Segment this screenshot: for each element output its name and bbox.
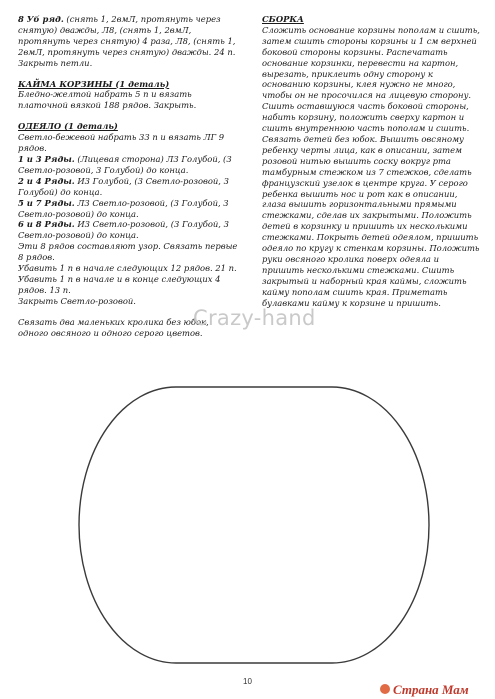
rows-2-4-label: 2 и 4 Ряды.	[18, 175, 75, 186]
close-instruction: Закрыть петли.	[18, 57, 93, 68]
close-pink: Закрыть Светло-розовой.	[18, 295, 136, 306]
border-heading: КАЙМА КОРЗИНЫ (1 деталь)	[18, 78, 170, 89]
rows-1-3-label: 1 и 3 Ряды.	[18, 153, 75, 164]
brand-logo-icon	[380, 684, 390, 694]
assembly-heading: СБОРКА	[262, 14, 304, 24]
brand-watermark: Страна Мам	[393, 682, 469, 697]
rows-5-7-text: Л3 Светло-розовой, (3 Голубой, 3 Светло-розовой) до конца.	[18, 197, 229, 219]
rabbits-note: Связать два маленьких кролика без юбок, одного овсяного и одного серого цветов.	[18, 316, 209, 338]
blanket-intro: Светло-бежевой набрать 33 п и вязать ЛГ 9 рядов.	[18, 132, 225, 154]
page-number: 10	[243, 677, 252, 686]
rows-1-3-text: (Лицевая сторона) Л3 Голубой, (3 Светло-розовой, 3 Голубой) до конца.	[18, 153, 232, 175]
rows-2-4-text: И3 Голубой, (3 Светло-розовой, 3 Голубой) до конца.	[18, 175, 229, 197]
border-text: Бледно-желтой набрать 5 п и вязать платочной вязкой 188 рядов. Закрыть.	[18, 89, 197, 111]
watermark: Crazy-hand	[193, 306, 316, 330]
row-8-text: (снять 1, 2вмЛ, протянуть через снятую) дважды, Л8, (снять 1, 2вмЛ, протянуть через снятую) 4 раза, Л8, (снять 1, 2вмЛ, протянуть через снятую) дважды. 24 п.	[18, 14, 236, 57]
rows-6-8-text: И3 Светло-розовой, (3 Голубой, 3 Светло-розовой) до конца.	[18, 219, 229, 241]
rows-5-7-label: 5 и 7 Ряды.	[18, 197, 75, 208]
row-8-label: 8 Уб ряд.	[18, 14, 64, 24]
blanket-heading: ОДЕЯЛО (1 деталь)	[18, 121, 118, 132]
rows-6-8-label: 6 и 8 Ряды.	[18, 219, 75, 230]
decrease-1: Убавить 1 п в начале следующих 12 рядов. 21 п.	[18, 263, 237, 274]
assembly-text: Сложить основание корзины пополам и сшить, затем сшить стороны корзины и 1 см верхней боковой стороны корзины. Распечатать основание корзинки, перевести на картон, вырезать, приклеить одну сторону к основанию корзины, клея нужно не много, чтобы он не просочился на лицевую сторону. Сшить оставшуюся часть боковой стороны, набить корзину, положить сверху картон и сшить внутреннюю часть пополам и сшить. Связать детей без юбок. Вышить овсяному ребенку черты лица, как в описании, затем розовой нитью вышить соску вокруг рта тамбурным стежком из 7 стежков, сделать французский узелок в центре круга. У серого ребенка вышить нос и рот как в описании, глаза вышить горизонтальными прямыми стежками, сделав их закрытыми. Положить детей в корзинку и пришить их несколькими стежками. Покрыть детей одеялом, пришить одеяло по кругу к стенкам корзины. Положить руки овсяного кролика поверх одеяла и пришить несколькими стежками. Сшить закрытый и наборный края каймы, сложить кайму пополам сшить края. Приметать булавками кайму к корзине и пришить.	[262, 24, 480, 308]
decrease-2: Убавить 1 п в начале и в конце следующих 4 рядов. 13 п.	[18, 273, 221, 295]
oval-template-outline	[79, 387, 429, 663]
pattern-note: Эти 8 рядов составляют узор. Связать первые 8 рядов.	[18, 241, 238, 263]
